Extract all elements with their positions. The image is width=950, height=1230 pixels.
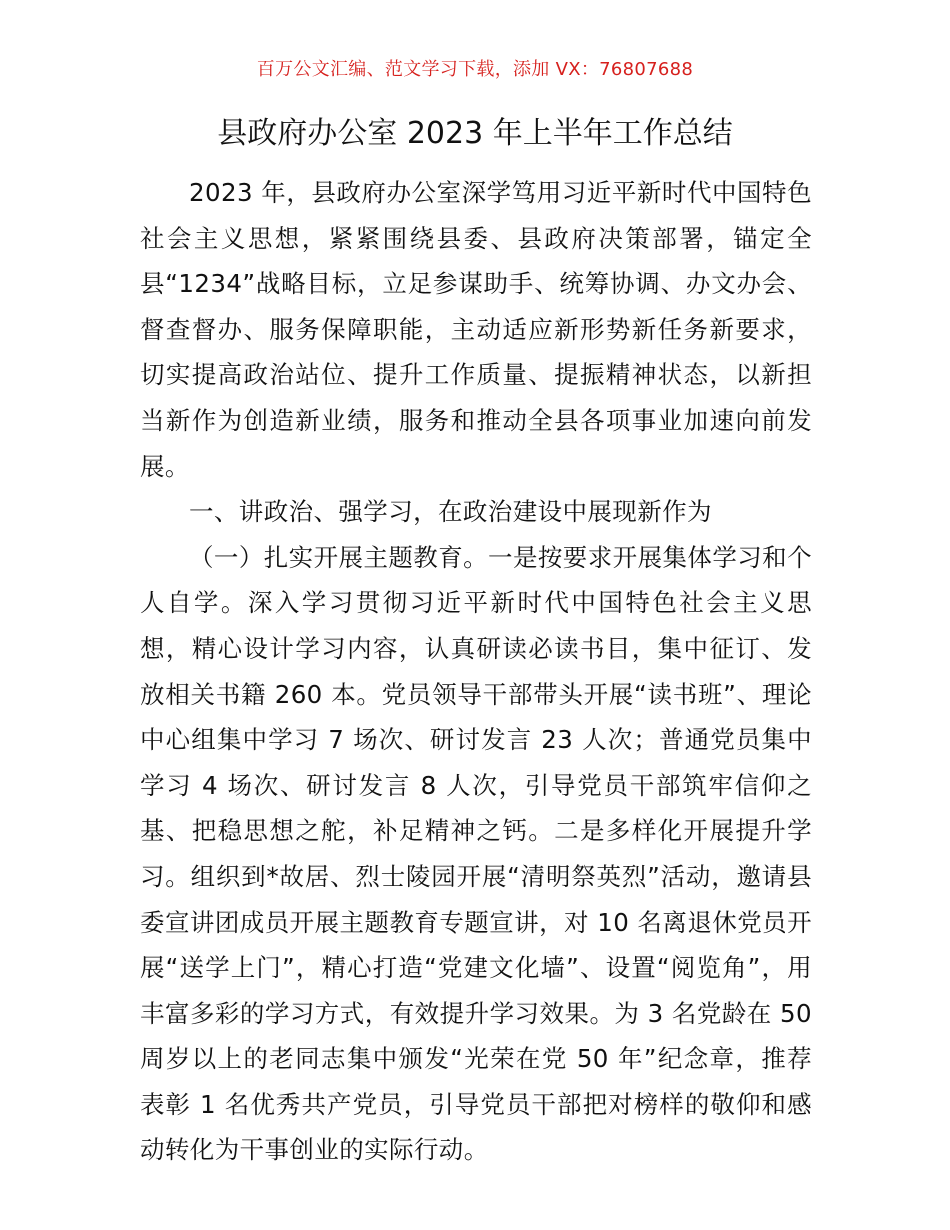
section-heading: 一、讲政治、强学习，在政治建设中展现新作为 [189,497,712,527]
watermark-header: 百万公文汇编、范文学习下载，添加 VX：76807688 [256,59,694,80]
document-body [140,170,812,1173]
document-title: 县政府办公室 2023 年上半年工作总结 [217,116,733,151]
intro-paragraph: 2023 年，县政府办公室深学笃用习近平新时代中国特色社会主义思想，紧紧围绕县委、县政府决策部署，锚定全县“1234”战略目标，立足参谋助手、统筹协调、办文办会、督查督办、服务保障职能，主动适应新形势新任务新要求，切实提高政治站位、提升工作质量、提振精神状态，以新担当新作为创造新业绩，服务和推动全县各项事业加速向前发展。 [140,178,812,481]
body-paragraph: （一）扎实开展主题教育。一是按要求开展集体学习和个人自学。深入学习贯彻习近平新时代中国特色社会主义思想，精心设计学习内容，认真研读必读书目，集中征订、发放相关书籍 260 本。党员领导干部带头开展“读书班”、理论中心组集中学习 7 场次、研讨发言 23 人次；普通党员集中学习 4 场次、研讨发言 8 人次，引导党员干部筑牢信仰之基、把稳思想之舵，补足精神之钙。二是多样化开展提升学习。组织到*故居、烈士陵园开展“清明祭英烈”活动，邀请县委宣讲团成员开展主题教育专题宣讲，对 10 名离退休党员开展“送学上门”，精心打造“党建文化墙”、设置“阅览角”，用丰富多彩的学习方式，有效提升学习效果。为 3 名党龄在 50 周岁以上的老同志集中颁发“光荣在党 50 年”纪念章，推荐表彰 1 名优秀共产党员，引导党员干部把对榜样的敬仰和感动转化为干事创业的实际行动。 [140,542,812,1165]
